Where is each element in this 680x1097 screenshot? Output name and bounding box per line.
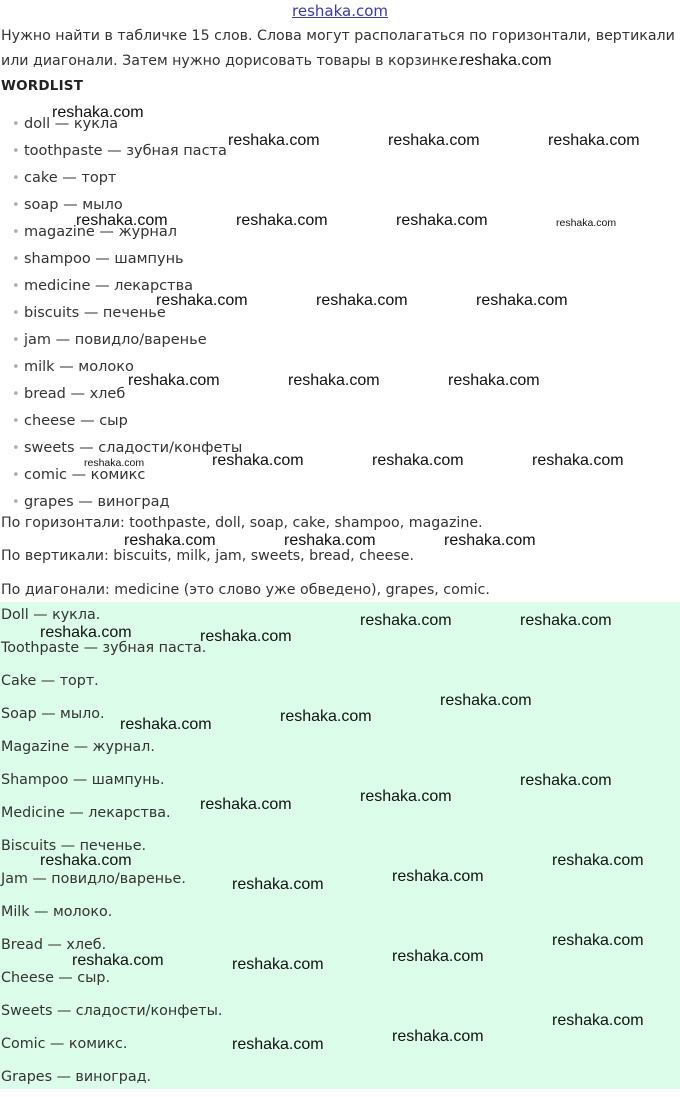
watermark: reshaka.com bbox=[76, 212, 168, 229]
list-item: • bread — хлеб bbox=[12, 381, 242, 408]
watermark: reshaka.com bbox=[124, 532, 216, 549]
watermark: reshaka.com bbox=[232, 956, 324, 973]
list-item: • toothpaste — зубная паста bbox=[12, 138, 242, 165]
bullet-icon: • bbox=[12, 198, 20, 213]
bullet-icon: • bbox=[12, 495, 20, 510]
watermark: reshaka.com bbox=[200, 796, 292, 813]
watermark: reshaka.com bbox=[280, 708, 372, 725]
watermark: reshaka.com bbox=[396, 212, 488, 229]
list-item: • doll — кукла bbox=[12, 111, 242, 138]
watermark: reshaka.com bbox=[532, 452, 624, 469]
list-item: • sweets — сладости/конфеты bbox=[12, 435, 242, 462]
watermark: reshaka.com bbox=[120, 716, 212, 733]
bullet-icon: • bbox=[12, 414, 20, 429]
bullet-icon: • bbox=[12, 306, 20, 321]
wordlist bbox=[12, 111, 242, 516]
list-item: • comic — комикс bbox=[12, 462, 242, 489]
watermark: reshaka.com bbox=[444, 532, 536, 549]
watermark: reshaka.com bbox=[476, 292, 568, 309]
list-item: Bread — хлеб. bbox=[1, 937, 107, 953]
watermark: reshaka.com bbox=[128, 372, 220, 389]
bullet-icon: • bbox=[12, 252, 20, 267]
wordlist-heading: WORDLIST bbox=[1, 78, 84, 94]
watermark: reshaka.com bbox=[288, 372, 380, 389]
list-item: Shampoo — шампунь. bbox=[1, 772, 165, 788]
list-item: Comic — комикс. bbox=[1, 1036, 128, 1052]
list-item: • cake — торт bbox=[12, 165, 242, 192]
watermark: reshaka.com bbox=[212, 452, 304, 469]
watermark: reshaka.com bbox=[372, 452, 464, 469]
list-item: • biscuits — печенье bbox=[12, 300, 242, 327]
translations-list bbox=[1, 602, 222, 1097]
task-description: Нужно найти в табличке 15 слов. Слова могут располагаться по горизонтали, вертикали или диагонали. Затем нужно дорисовать товары в корзинке. bbox=[1, 28, 675, 69]
watermark: reshaka.com bbox=[448, 372, 540, 389]
watermark: reshaka.com bbox=[228, 132, 320, 149]
bullet-icon: • bbox=[12, 279, 20, 294]
list-item: Grapes — виноград. bbox=[1, 1069, 152, 1085]
bullet-icon: • bbox=[12, 144, 20, 159]
list-item: Medicine — лекарства. bbox=[1, 805, 171, 821]
list-item: Milk — молоко. bbox=[1, 904, 113, 920]
list-item: • milk — молоко bbox=[12, 354, 242, 381]
watermark: reshaka.com bbox=[52, 104, 144, 121]
watermark: reshaka.com bbox=[552, 932, 644, 949]
answer-diagonal: По диагонали: medicine (это слово уже обведено), grapes, comic. bbox=[1, 582, 490, 598]
watermark: reshaka.com bbox=[360, 788, 452, 805]
watermark: reshaka.com bbox=[520, 612, 612, 629]
list-item: • medicine — лекарства bbox=[12, 273, 242, 300]
bullet-icon: • bbox=[12, 117, 20, 132]
list-item: • soap — мыло bbox=[12, 192, 242, 219]
watermark: reshaka.com bbox=[548, 132, 640, 149]
list-item: Jam — повидло/варенье. bbox=[1, 871, 186, 887]
watermark: reshaka.com bbox=[232, 876, 324, 893]
watermark: reshaka.com bbox=[440, 692, 532, 709]
list-item: • shampoo — шампунь bbox=[12, 246, 242, 273]
watermark: reshaka.com bbox=[40, 624, 132, 641]
list-item: • cheese — сыр bbox=[12, 408, 242, 435]
bullet-icon: • bbox=[12, 171, 20, 186]
answer-horizontal: По горизонтали: toothpaste, doll, soap, cake, shampoo, magazine. bbox=[1, 515, 483, 531]
watermark: reshaka.com bbox=[460, 52, 552, 69]
watermark: reshaka.com bbox=[392, 1028, 484, 1045]
answer-vertical: По вертикали: biscuits, milk, jam, sweets, bread, cheese. bbox=[1, 548, 415, 564]
list-item: • jam — повидло/варенье bbox=[12, 327, 242, 354]
watermark: reshaka.com bbox=[72, 952, 164, 969]
watermark: reshaka.com bbox=[520, 772, 612, 789]
list-item: Cake — торт. bbox=[1, 673, 99, 689]
watermark: reshaka.com bbox=[84, 457, 145, 469]
site-link[interactable]: reshaka.com bbox=[292, 2, 388, 20]
watermark: reshaka.com bbox=[40, 852, 132, 869]
list-item: Toothpaste — зубная паста. bbox=[1, 640, 207, 656]
watermark: reshaka.com bbox=[556, 217, 617, 229]
list-item: • magazine — журнал bbox=[12, 219, 242, 246]
bullet-icon: • bbox=[12, 225, 20, 240]
watermark: reshaka.com bbox=[392, 948, 484, 965]
bullet-icon: • bbox=[12, 333, 20, 348]
watermark: reshaka.com bbox=[156, 292, 248, 309]
bullet-icon: • bbox=[12, 468, 20, 483]
watermark: reshaka.com bbox=[552, 852, 644, 869]
watermark: reshaka.com bbox=[360, 612, 452, 629]
list-item: • grapes — виноград bbox=[12, 489, 242, 516]
watermark: reshaka.com bbox=[316, 292, 408, 309]
watermark: reshaka.com bbox=[392, 868, 484, 885]
watermark: reshaka.com bbox=[388, 132, 480, 149]
bullet-icon: • bbox=[12, 441, 20, 456]
list-item: Soap — мыло. bbox=[1, 706, 105, 722]
list-item: Cheese — сыр. bbox=[1, 970, 111, 986]
watermark: reshaka.com bbox=[232, 1036, 324, 1053]
watermark: reshaka.com bbox=[200, 628, 292, 645]
watermark: reshaka.com bbox=[284, 532, 376, 549]
list-item: Sweets — сладости/конфеты. bbox=[1, 1003, 223, 1019]
bullet-icon: • bbox=[12, 360, 20, 375]
watermark: reshaka.com bbox=[236, 212, 328, 229]
list-item: Magazine — журнал. bbox=[1, 739, 155, 755]
list-item: Doll — кукла. bbox=[1, 607, 101, 623]
list-item: Biscuits — печенье. bbox=[1, 838, 147, 854]
bullet-icon: • bbox=[12, 387, 20, 402]
watermark: reshaka.com bbox=[552, 1012, 644, 1029]
